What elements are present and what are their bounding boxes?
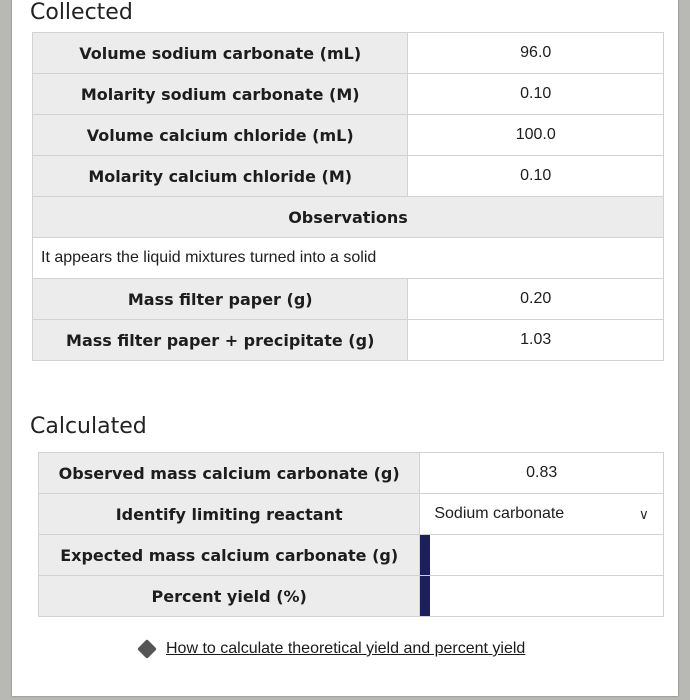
collected-table [32,32,664,361]
row-label: Volume calcium chloride (mL) [33,115,408,156]
observations-header: Observations [33,197,664,238]
row-label: Volume sodium carbonate (mL) [33,33,408,74]
help-link-row [140,640,525,658]
row-value: 96.0 [408,33,664,74]
collected-section-title: Collected [30,0,133,25]
limiting-reactant-selected: Sodium carbonate [434,505,565,522]
table-row [39,535,664,576]
row-label: Mass filter paper (g) [33,279,408,320]
calculated-section-title: Calculated [30,414,147,439]
row-value: 0.20 [408,279,664,320]
table-row [33,115,664,156]
table-row [39,453,664,494]
table-row [33,156,664,197]
observations-text: It appears the liquid mixtures turned into a solid [33,238,664,279]
row-label: Molarity sodium carbonate (M) [33,74,408,115]
table-row [33,33,664,74]
tag-icon [137,639,157,659]
table-row [39,576,664,617]
table-row [33,279,664,320]
limiting-reactant-label: Identify limiting reactant [39,494,420,535]
row-value: 100.0 [408,115,664,156]
expected-mass-label: Expected mass calcium carbonate (g) [39,535,420,576]
row-label: Molarity calcium chloride (M) [33,156,408,197]
percent-yield-label: Percent yield (%) [39,576,420,617]
observations-header-row [33,197,664,238]
table-row [33,74,664,115]
table-row [39,494,664,535]
row-value: 0.10 [408,156,664,197]
limiting-reactant-select[interactable] [420,494,664,535]
input-focus-bar [420,535,430,575]
help-link[interactable]: How to calculate theoretical yield and percent yield [166,640,526,657]
calculated-table [38,452,664,617]
percent-yield-input[interactable] [430,576,663,616]
row-value: 1.03 [408,320,664,361]
table-row [33,320,664,361]
chevron-down-icon: ∨ [638,506,649,522]
row-label: Mass filter paper + precipitate (g) [33,320,408,361]
observations-row [33,238,664,279]
input-focus-bar [420,576,430,616]
expected-mass-input[interactable] [430,535,663,575]
expected-mass-input-cell [420,535,664,576]
lab-report-panel [12,0,678,696]
row-value: 0.10 [408,74,664,115]
observed-mass-label: Observed mass calcium carbonate (g) [39,453,420,494]
percent-yield-input-cell [420,576,664,617]
observed-mass-value: 0.83 [420,453,664,494]
